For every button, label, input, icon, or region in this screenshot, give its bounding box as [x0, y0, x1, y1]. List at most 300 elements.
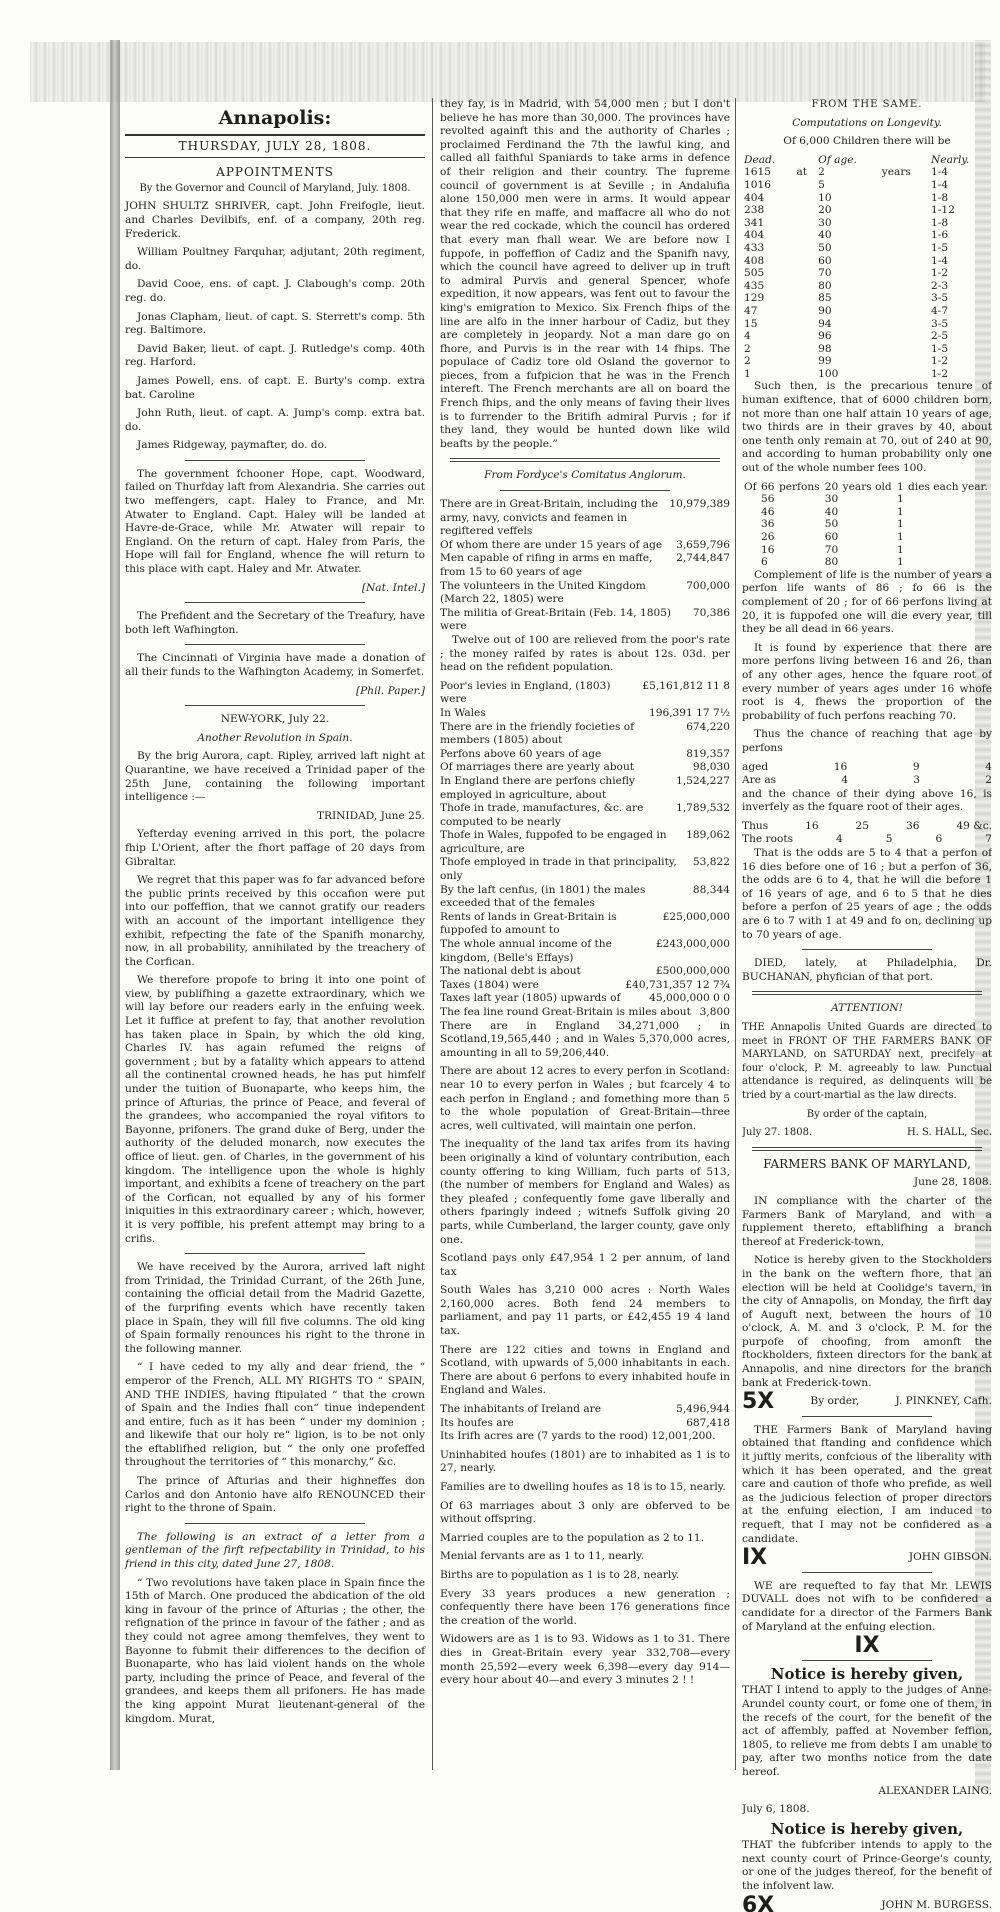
statistic-row	[440, 992, 730, 1006]
statistic-row	[440, 552, 730, 579]
scotland-stat: There are about 12 acres to every perfon in Scotland: near 10 to every perfon in Wales ; but fcarcely 4 to each perfon in England ; and fomething more than 5 to the whole population of Great-Britain—three acres, well cultivated, will maintain one perfon.	[440, 1065, 730, 1132]
attention-byline: By order of the captain,	[806, 1108, 928, 1120]
south-wales-stat: South Wales has 3,210 000 acres : North Wales 2,160,000 acres. Both fend 24 members to parliament, and pay 11 parts, or £42,455 19 4 land tax.	[440, 1284, 730, 1338]
row-value: 4	[985, 760, 992, 773]
table-cell: perfons	[778, 480, 820, 493]
row-label: aged	[742, 760, 769, 773]
fordyce-heading: From Fordyce's Comitatus Anglorum.	[484, 469, 686, 482]
statistic-label: Perfons above 60 years of age	[440, 747, 602, 760]
burgess-notice: THAT the fubfcriber intends to apply to the next county court of Prince-George's county, or one of the judges thereof, for the benefit of the infolvent law.	[742, 1839, 992, 1893]
appointment-1: JOHN SHULTZ SHRIVER, capt. John Freifogle, lieut. and Charles Devilbifs, enf. of a company, 20th reg. Frederick.	[125, 200, 425, 240]
row-value: 7	[985, 833, 992, 846]
statistic-value: 3,800	[699, 1006, 730, 1018]
cincinnati-source: [Phil. Paper.]	[355, 684, 425, 697]
marriages-stat: Of 63 marriages about 3 only are obferved to be without offspring.	[440, 1499, 730, 1526]
poor-rate-note: Twelve out of 100 are relieved from the poor's rate ; the money raifed by rates is about 12s. 03d. per head on the refident population.	[440, 633, 730, 674]
attention-signature-row	[742, 1126, 992, 1140]
table-row	[742, 280, 992, 293]
burgess-signature: JOHN M. BURGESS.	[881, 1898, 992, 1911]
table-cell: 2-3	[931, 279, 949, 292]
statistic-row	[440, 775, 730, 802]
acres-stat: There are in England 34,271,000 ; in Scotland,19,565,440 ; and in Wales 5,370,000 acres, amounting in all to 59,206,440.	[440, 1019, 730, 1059]
uninhabited-houses: Uninhabited houfes (1801) are to inhabited as 1 is to 27, nearly.	[440, 1448, 730, 1475]
table-cell: 1-6	[931, 229, 949, 242]
separator	[185, 460, 365, 461]
table-header: Nearly.	[931, 153, 970, 166]
handwritten-mark: 6X	[742, 1892, 775, 1912]
statistic-row	[440, 748, 730, 762]
statistic-value: £40,731,357 12 7¾	[625, 978, 730, 991]
asturias-renounce: The prince of Afturias and their highneffes don Carlos and don Antonio have alfo RENOUNCED their right to the throne of Spain.	[125, 1475, 425, 1515]
letter-continuation: they fay, is in Madrid, with 54,000 men ; but I don't believe he has more than 30,000. The provinces have revolted againft this and the authority of Charles ; proclaimed Ferdinand the 7th the lawful king, and called all faithful Spaniards to take arms in defence of their religion and their country. The fupreme council of government is at Seville ; in Andalufia alone 150,000 men were in arms. It would appear that they rife en maffe, and maffacre all who do not wear the red cockade, which the council has ordered that every man fhall wear. We are before now I fuppofe, in poffeffion of Cadiz and the Spanifh navy, which the council have agreed to deliver up in truft to admiral Purvis and general Spencer, whofe expedition, it now appears, was fent out to favour the king's emigration to Mexico. Six French fhips of the line are alfo in the inner harbour of Cadiz, but they are completely in jeopardy. Not a man dare go on fhore, and Purvis is in the rear with 14 fhips. The populace of Cadiz tore old Osland the governor to pieces, from a fufpicion that he was in the French intereft. The French merchants are all on board the French fhips, and the only means of faving their lives is to furrender to the Britifh admiral Purvis ; for if they land, they would be hunted down like wild beafts by the people.”	[440, 98, 730, 450]
table-row	[742, 166, 992, 179]
table-cell	[794, 280, 816, 293]
generation-stat: Every 33 years produces a new generation ; confequently there have been 176 generations fince the creation of the world.	[440, 1587, 730, 1627]
table-row	[742, 204, 992, 217]
table-row	[742, 267, 992, 280]
table-cell: 1-5	[931, 241, 949, 254]
row-value: 9	[912, 760, 920, 773]
scan-edge-top	[30, 42, 985, 102]
table-row	[742, 229, 992, 242]
table-cell: 2-5	[931, 330, 949, 343]
table-cell: 98	[818, 342, 832, 355]
table-cell	[880, 217, 929, 230]
table-cell	[906, 518, 992, 531]
table-cell	[742, 506, 759, 519]
table-cell	[880, 368, 929, 381]
table-cell: 5	[818, 178, 825, 191]
table-cell: 20	[818, 204, 832, 217]
new-york-subhead: Another Revolution in Spain.	[197, 731, 353, 744]
table-cell: 1-4	[931, 166, 949, 179]
statistic-row	[440, 938, 730, 965]
table-cell: years	[881, 166, 911, 179]
table-cell	[777, 531, 823, 544]
table-row	[742, 481, 992, 494]
table-cell	[794, 217, 816, 230]
table-cell: 1	[897, 543, 904, 556]
death-notice: DIED, lately, at Philadelphia, Dr. BUCHANAN, phyfician of that port.	[742, 957, 992, 983]
longevity-subheading: Of 6,000 Children there will be	[783, 135, 951, 148]
table-row	[742, 518, 992, 531]
table-cell: 435	[744, 279, 765, 292]
statistic-row	[440, 498, 730, 539]
table-row	[742, 217, 992, 230]
trinidad-para-1: Yefterday evening arrived in this port, the polacre fhip L'Orient, after the fhort paffage of 20 days from Gibraltar.	[125, 828, 425, 868]
from-the-same: FROM THE SAME.	[811, 99, 923, 110]
separator	[185, 705, 365, 706]
table-cell	[880, 179, 929, 192]
statistic-row	[440, 707, 730, 721]
row-label: The roots	[742, 833, 794, 846]
table-cell	[841, 544, 895, 557]
appointment-7: John Ruth, lieut. of capt. A. Jump's comp. extra bat. do.	[125, 407, 425, 433]
irish-acres: Its Irifh acres are (7 yards to the rood) 12,001,200.	[440, 1430, 716, 1443]
statistic-label: In England there are perfons chiefly employed in agriculture, about	[440, 774, 635, 801]
table-cell: 100	[818, 367, 839, 380]
notice-heading: Notice is hereby given,	[770, 1664, 964, 1683]
table-cell: 1	[897, 518, 904, 531]
statistic-value: 70,386	[692, 606, 730, 619]
trinidad-para-3: We therefore propofe to bring it into one point of view, by publifhing a gazette extraordinary, which we will lay before our readers early in the enfuing week. Let it fuffice at prefent to fay, that another revolution has taken place in Spain, by which the old king, Charles IV. has again refumed the reigns of government ; but by a fatality which appears to attend all the continental crowned heads, he has put himfelf under the tuition of Buonaparte, who keeps him, the prince of Afturias, the prince of Peace, and feveral of the grandees, who accompanied the royal vifitors to Bayonne, prifoners. The grand duke of Berg, under the authority of the deluded monarch, now executes the office of lieut. gen. of Charles, in the government of his kingdom. The intelligence upon the whole is highly important, and exhibits a fcene of treachery on the part of the Corfican, not equalled by any of his former iniquities in this extraordinary career ; which, however, it is very poffible, his prefent attempt may bring to a crifis.	[125, 974, 426, 1245]
odds-paragraph: That is the odds are 5 to 4 that a perfon of 16 dies before one of 16 ; but a perfon of 36, the odds are 6 to 4, that he will die before 1 of 16 years of age, and 6 to 5 that he dies before a perfon of 25 years of age ; the odds are 6 to 7 with 1 at 49 and fo on, declining up to 70 years of age.	[742, 847, 992, 941]
column-rule	[432, 98, 433, 1770]
row-value: 16	[805, 819, 819, 832]
table-row	[742, 506, 992, 519]
hope-source: [Nat. Intel.]	[361, 581, 425, 594]
married-couples-stat: Married couples are to the population as 2 to 11.	[440, 1531, 704, 1544]
deaths-per-year-table	[742, 481, 992, 569]
table-cell: 10	[818, 191, 832, 204]
statistic-value: 5,496,944	[676, 1403, 730, 1416]
complement-paragraph: Complement of life is the number of years a perfon life wants of 86 ; fo 66 is the complement of 20 ; for of 66 perfons living at 20, it is fuppofed one will die every year, till they be all dead in 66 years.	[742, 568, 992, 636]
row-value: 16	[833, 760, 848, 773]
column-2	[440, 98, 730, 1693]
row-value: 4	[841, 774, 849, 787]
table-cell: 1-4	[931, 254, 949, 267]
bank-date: June 28, 1808.	[913, 1176, 992, 1189]
scotland-land-tax: Scotland pays only £47,954 1 2 per annum, of land tax	[440, 1252, 730, 1278]
table-cell	[777, 493, 823, 506]
row-value: 49 &c.	[956, 819, 992, 832]
statistic-row	[440, 965, 730, 979]
separator	[802, 949, 932, 950]
table-cell: 80	[824, 556, 839, 569]
gibson-signature-row	[742, 1545, 992, 1571]
statistic-label: Thofe in trade, manufactures, &c. are computed to be nearly	[440, 802, 644, 828]
table-cell	[880, 192, 929, 205]
appointments-heading: APPOINTMENTS	[216, 165, 334, 180]
statistic-value: 45,000,000 0 0	[649, 992, 730, 1005]
appointments-byline: By the Governor and Council of Maryland, July. 1808.	[139, 182, 411, 194]
separator	[185, 1253, 365, 1254]
roots-row	[742, 833, 992, 847]
table-header: Dead.	[744, 153, 776, 166]
menial-servants-stat: Menial fervants are as 1 to 11, nearly.	[440, 1550, 645, 1563]
table-row	[742, 330, 992, 343]
trinidad-para-2: We regret that this paper was fo far advanced before the public prints received by this occafion were put into our poffeffion, that we cannot gratify our readers with an account of the important intelligence they exhibit, refpecting the fate of the Spanifh monarchy, now, in all probability, annihilated by the treachery of the Corfican.	[125, 874, 425, 968]
new-york-intro: By the brig Aurora, capt. Ripley, arrived laft night at Quarantine, we have received a Trinidad paper of the 25th June, containing the following important intelligence :—	[125, 750, 425, 804]
statistic-value: 1,789,532	[676, 802, 730, 815]
table-cell	[742, 493, 759, 506]
cities-stat: There are 122 cities and towns in England and Scotland, with upwards of 5,000 inhabitants in each. There are about 6 perfons to every inhabited houfe in England and Wales.	[440, 1343, 730, 1397]
table-cell: 1-2	[931, 267, 949, 280]
separator	[752, 991, 982, 995]
table-cell	[742, 531, 759, 544]
burgess-signature-row	[742, 1892, 992, 1912]
statistic-label: Of marriages there are yearly about	[440, 761, 635, 774]
table-cell	[777, 544, 823, 557]
statistic-value: 98,030	[692, 761, 730, 774]
row-value: 5	[885, 833, 893, 846]
separator	[802, 1572, 932, 1573]
table-cell: 3-5	[931, 317, 949, 330]
table-cell: 1-12	[931, 204, 955, 217]
thus-row	[742, 820, 992, 834]
statistic-value: £500,000,000	[655, 965, 730, 978]
table-cell	[794, 368, 816, 381]
table-row	[742, 368, 992, 381]
table-cell	[794, 305, 816, 318]
table-cell: 2	[818, 166, 825, 179]
president-article: The Prefident and the Secretary of the Treafury, have both left Wafhington.	[125, 610, 425, 636]
longevity-heading: Computations on Longevity.	[792, 116, 942, 129]
table-cell: 26	[761, 531, 775, 543]
statistic-value: 1,524,227	[676, 774, 730, 787]
laing-date: July 6, 1808.	[742, 1803, 810, 1816]
table-cell	[794, 204, 816, 217]
table-cell	[906, 493, 992, 506]
statistics-list	[440, 680, 730, 1020]
row-value: 25	[855, 819, 870, 832]
table-cell: 80	[818, 279, 832, 292]
families-stat: Families are to dwelling houfes as 18 is to 15, nearly.	[440, 1481, 726, 1493]
separator	[802, 1416, 932, 1417]
statistic-label: In Wales	[440, 706, 486, 719]
statistic-value: 687,418	[686, 1416, 730, 1429]
table-cell: 60	[824, 531, 839, 543]
statistic-label: There are in the friendly focieties of members (1805) about	[440, 720, 635, 747]
separator	[450, 458, 720, 462]
statistic-row	[440, 721, 730, 748]
table-cell: 404	[744, 229, 765, 242]
abdication-quote: “ I have ceded to my ally and dear friend, the “ emperor of the French, ALL MY RIGHTS TO “ SPAIN, AND THE INDIES, having ftipulated “ that the crown of Spain and the Indies fhall con“ tinue independent and entire, fuch as it has been “ under my dominion ; and likewife that our holy re“ ligion, is to be not only the eftablifhed religion, but “ the only one profeffed throughout the territories of “ this monarchy,” &c.	[125, 1361, 425, 1469]
table-cell: Of	[744, 480, 757, 493]
table-cell: 433	[744, 241, 765, 254]
table-row	[742, 179, 992, 192]
statistic-value: 674,220	[686, 720, 730, 733]
table-cell: 96	[818, 330, 832, 343]
row-value: 36	[905, 819, 920, 832]
appointment-8: James Ridgeway, paymafter, do. do.	[137, 439, 328, 452]
gibson-notice: THE Farmers Bank of Maryland having obtained that ftanding and confidence which it juftly merits, confcious of the liberality with which it has been operated, and the great care and caution of thofe who prefide, as well as the judicious felection of proper directors at the enfuing election, I am induced to requeft, that I may not be confidered as a candidate.	[742, 1423, 992, 1545]
table-cell	[794, 179, 816, 192]
table-row	[742, 192, 992, 205]
masthead: Annapolis:	[218, 107, 332, 129]
bank-signature-row	[742, 1389, 992, 1415]
attention-notice: THE Annapolis United Guards are directed to meet in FRONT OF THE FARMERS BANK OF MARYLAND, on SATURDAY next, precifely at four o'clock, P. M. agreeably to law. Punctual attendance is required, as delinquents will be tried by a court-martial as the law directs.	[742, 1022, 992, 1101]
statistic-row	[440, 802, 730, 829]
table-cell: 56	[761, 493, 775, 506]
table-cell: 30	[818, 216, 832, 229]
table-cell	[880, 204, 929, 217]
table-row	[742, 242, 992, 255]
separator	[185, 1523, 365, 1524]
table-cell	[880, 280, 929, 293]
table-cell: 4-7	[931, 304, 949, 317]
table-row	[742, 343, 992, 356]
bank-order: By order,	[810, 1395, 860, 1408]
table-cell: 40	[818, 229, 832, 242]
table-cell	[777, 556, 823, 569]
table-cell: 2	[744, 342, 751, 355]
bank-signature: J. PINKNEY, Cafh.	[895, 1395, 992, 1408]
statistic-row	[440, 580, 730, 607]
aged-row	[742, 761, 992, 775]
statistic-label: The fea line round Great-Britain is miles about	[440, 1006, 691, 1018]
handwritten-mark: 5X	[742, 1389, 775, 1415]
statistic-label: The volunteers in the United Kingdom (March 22, 1805) were	[440, 579, 646, 606]
row-value: 4	[836, 833, 843, 846]
appointment-3: David Cooe, ens. of capt. J. Clabough's comp. 20th reg. do.	[125, 278, 425, 304]
table-cell	[841, 493, 895, 506]
land-tax-inequality: The inequality of the land tax arifes from its having been originally a kind of voluntary contribution, each county offering to king William, fuch parts of 513, (the number of members for England and Wales) as they pleafed ; confequently fome gave liberally and others fparingly indeed ; witnefs Suffolk giving 20 parts, while Cumberland, the larger county, gave only one.	[440, 1138, 730, 1246]
separator	[185, 602, 365, 603]
table-cell: 70	[818, 267, 832, 280]
trinidad-dateline: TRINIDAD, June 25.	[316, 809, 425, 822]
table-row	[742, 318, 992, 331]
scan-gutter-left	[110, 40, 120, 1770]
statistic-row	[440, 539, 730, 553]
table-row	[742, 305, 992, 318]
table-cell	[880, 343, 929, 356]
table-cell	[742, 556, 759, 569]
table-cell: 1-2	[931, 367, 949, 380]
separator	[185, 644, 365, 645]
table-row	[742, 544, 992, 557]
aurora-article: We have received by the Aurora, arrived laft night from Trinidad, the Trinidad Currant, of the 26th June, containing the official detail from the Madrid Gazette, of the furprifing events which have recently taken place in Spain, they will fill five columns. The old king of Spain formally renounces his right to the throne in the following manner.	[125, 1261, 425, 1355]
statistic-value: 88,344	[692, 883, 730, 896]
statistic-label: Men capable of rifing in arms en maffe, from 15 to 60 years of age	[440, 552, 653, 578]
table-cell: 1-5	[931, 342, 949, 355]
statistic-row	[440, 761, 730, 775]
table-cell: 1	[897, 556, 904, 569]
separator	[500, 490, 670, 491]
table-cell	[841, 518, 895, 531]
appointment-2: William Poultney Farquhar, adjutant, 20th regiment, do.	[125, 246, 425, 272]
table-cell	[880, 255, 929, 268]
row-value: 3	[913, 774, 921, 787]
table-cell	[906, 556, 992, 569]
table-cell	[841, 506, 895, 519]
table-cell	[794, 267, 816, 280]
table-cell: 50	[824, 518, 839, 531]
table-cell: 1-2	[931, 355, 949, 368]
table-cell: 30	[824, 493, 839, 506]
statistic-row	[440, 1417, 730, 1431]
table-cell	[794, 343, 816, 356]
table-cell	[794, 318, 816, 331]
statistic-value: 819,357	[686, 747, 730, 760]
statistic-label: Thofe employed in trade in that principality, only	[440, 856, 677, 883]
schooner-hope-article: The government fchooner Hope, capt. Woodward, failed on Thurfday laft from Alexandria. She carries out two meffengers, capt. Haley to France, and Mr. Atwater to England. Capt. Haley will be landed at Havre-de-Grace, while Mr. Atwater will repair to England. On the return of capt. Haley from Paris, the Hope will fail for England, whence fhe will return to this place with capt. Haley and Mr. Atwater.	[125, 467, 425, 576]
statistic-row	[440, 911, 730, 938]
table-cell: 4	[744, 330, 751, 343]
statistic-label: There are in Great-Britain, including the army, navy, convicts and feamen in regiftered veffels	[440, 498, 659, 538]
table-row	[742, 292, 992, 305]
chance-paragraph: Thus the chance of reaching that age by perfons	[742, 728, 992, 754]
table-cell: 404	[744, 191, 765, 204]
table-cell	[777, 506, 823, 519]
newspaper-page	[125, 98, 992, 1912]
table-cell	[880, 305, 929, 318]
table-cell: 3-5	[931, 292, 949, 305]
table-cell: 408	[744, 254, 765, 267]
table-cell: 40	[824, 505, 839, 518]
statistic-value: 3,659,796	[676, 538, 730, 551]
table-cell	[880, 355, 929, 368]
table-cell	[841, 531, 895, 544]
table-cell: 66	[761, 480, 775, 493]
table-cell	[880, 229, 929, 242]
tenure-paragraph: Such then, is the precarious tenure of human exiftence, that of 6000 children born, not more than one half attain 10 years of age, two thirds are in their graves by 40, about one tenth only remain at 70, out of 240 at 90, and according to human probability only one out of the whole number fees 100.	[742, 380, 992, 475]
table-cell	[906, 506, 992, 519]
table-cell: 99	[818, 355, 832, 368]
row-value: 6	[935, 833, 943, 846]
statistic-label: Of whom there are under 15 years of age	[440, 538, 663, 551]
table-cell: 36	[761, 518, 775, 531]
statistic-value: £243,000,000	[655, 938, 730, 951]
statistic-value: 196,391 17 7½	[648, 706, 730, 719]
statistic-label: Thofe in Wales, fuppofed to be engaged in agriculture, are	[440, 829, 667, 855]
table-cell: 129	[744, 292, 765, 305]
bank-paragraph-1: IN compliance with the charter of the Farmers Bank of Maryland, and with a fupplement thereto, eftablifhing a branch thereof at Frederick-town,	[742, 1194, 992, 1248]
table-cell	[880, 330, 929, 343]
table-cell: at	[796, 166, 808, 179]
statistic-row	[440, 884, 730, 911]
table-cell: 60	[818, 254, 832, 267]
column-1	[125, 98, 425, 1731]
table-cell: 341	[744, 216, 765, 229]
column-3	[742, 98, 992, 1912]
statistic-value: 2,744,847	[676, 552, 730, 565]
table-cell	[794, 192, 816, 205]
table-cell: 505	[744, 267, 765, 280]
table-cell: 90	[818, 304, 832, 317]
table-cell: 1	[897, 531, 904, 543]
separator	[802, 1660, 932, 1661]
widowers-stat: Widowers are as 1 is to 93. Widows as 1 to 31. There dies in Great-Britain every year 332,708—every month 25,592—every week 6,398—every day 914—every hour about 40—and every 3 minutes 2 ! !	[440, 1633, 730, 1687]
laing-notice: THAT I intend to apply to the judges of Anne-Arundel county court, or fome one of them, in the recefs of the court, for the benefit of the act of affembly, paffed at November feffion, 1805, to relieve me from debts I am unable to pay, after two months notice from the date hereof.	[742, 1684, 992, 1778]
table-cell: 1-8	[931, 216, 949, 229]
table-cell	[906, 544, 992, 557]
statistic-value: 10,979,389	[669, 498, 730, 511]
statistics-list	[440, 1403, 730, 1430]
table-cell: 50	[818, 241, 832, 254]
longevity-table	[742, 154, 992, 381]
table-cell: 46	[761, 505, 775, 518]
row-label: Thus	[742, 819, 769, 832]
new-york-dateline: NEW-YORK, July 22.	[220, 713, 330, 726]
table-row	[742, 493, 992, 506]
statistic-value: 189,062	[686, 829, 730, 842]
statistic-row	[440, 607, 730, 634]
table-cell: 1615	[744, 166, 771, 179]
handwritten-mark: IX	[742, 1545, 768, 1571]
table-cell	[794, 229, 816, 242]
appointment-6: James Powell, ens. of capt. E. Burty's comp. extra bat. Caroline	[125, 374, 425, 401]
table-cell: 47	[744, 304, 758, 317]
bank-paragraph-2: Notice is hereby given to the Stockholders in the bank on the weftern fhore, that an election will be held at Coolidge's tavern, in the city of Annapolis, on Monday, the firft day of Auguft next, between the hours of 10 o'clock, A. M. and 3 o'clock, P. M. for the purpofe of choofing, from amonft the ftockholders, fixteen directors for the bank at Annapolis, and nine directors for the branch bank at Frederick-town.	[742, 1254, 992, 1389]
row-value: 2	[985, 774, 992, 787]
statistic-label: By the laft cenfus, (in 1801) the males exceeded that of the females	[440, 883, 646, 910]
attention-heading: ATTENTION!	[831, 1002, 903, 1015]
table-cell: 1	[744, 367, 751, 380]
statistic-row	[440, 856, 730, 883]
table-cell: 6	[761, 556, 768, 569]
table-cell	[777, 518, 823, 531]
table-cell	[794, 330, 816, 343]
statistic-value: £25,000,000	[662, 910, 730, 923]
table-cell: dies each year.	[908, 480, 988, 493]
table-cell	[794, 255, 816, 268]
separator	[752, 1147, 982, 1151]
table-cell	[794, 355, 816, 368]
table-cell: 85	[818, 292, 832, 305]
statistic-row	[440, 979, 730, 993]
table-cell: 1	[897, 493, 904, 506]
